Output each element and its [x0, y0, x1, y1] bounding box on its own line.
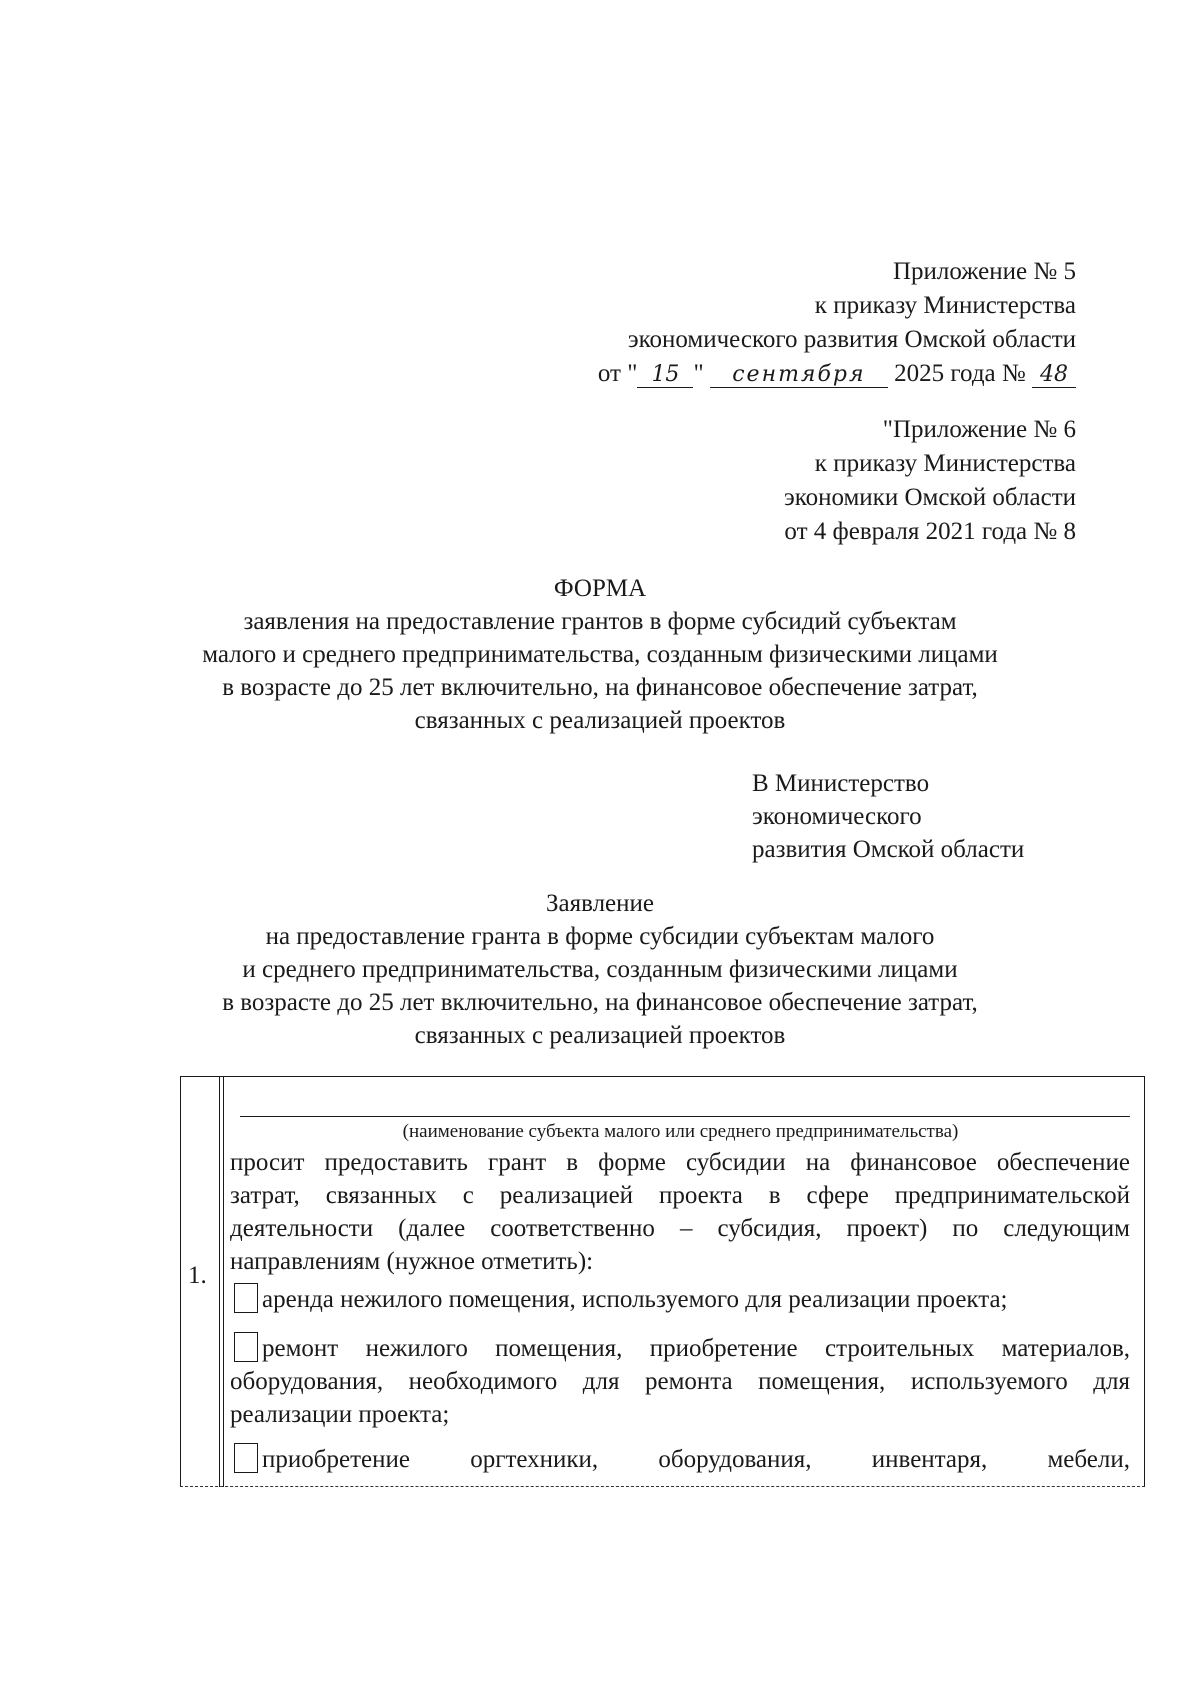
option-repair: [230, 1332, 1130, 1431]
option-repair-label: ремонт нежилого помещения, приобретение строительных материалов,: [262, 1335, 1130, 1362]
appendix-6-order-ref: к приказу Министерства: [814, 450, 1076, 477]
application-heading: Заявление: [545, 890, 655, 917]
table-page-break: [180, 1486, 1145, 1487]
appendix-5-order-ref: к приказу Министерства: [814, 292, 1076, 319]
request-line: направлениям (нужное отметить):: [230, 1248, 594, 1275]
appendix-6-title: "Приложение № 6: [882, 416, 1076, 443]
application-subtitle-line: в возрасте до 25 лет включительно, на финансовое обеспечение затрат,: [222, 989, 978, 1016]
application-subtitle-line: связанных с реализацией проектов: [414, 1022, 786, 1049]
request-paragraph: [230, 1146, 1130, 1278]
option-rent-label: аренда нежилого помещения, используемого для реализации проекта;: [262, 1286, 1008, 1313]
addressee-block: [752, 767, 1024, 866]
request-line: просит предоставить грант в форме субсидии на финансовое обеспечение: [230, 1149, 1130, 1176]
table-column-divider: [223, 1077, 224, 1487]
option-repair-label-cont: реализации проекта;: [230, 1401, 450, 1428]
appendix-5-date-line: [598, 357, 1076, 391]
handwritten-day: 15: [637, 363, 693, 388]
addressee-line: развития Омской области: [752, 836, 1025, 863]
date-year: 2025 года №: [894, 360, 1026, 387]
application-subtitle-line: на предоставление гранта в форме субсидии субъектам малого: [265, 923, 935, 950]
request-line: деятельности (далее соответственно – субсидия, проект) по следующим: [230, 1215, 1130, 1242]
option-equipment-label: приобретение оргтехники, оборудования, инвентаря, мебели,: [262, 1446, 1130, 1473]
applicant-name-caption: (наименование субъекта малого или среднего предпринимательства): [402, 1121, 959, 1142]
addressee-line: экономического: [752, 803, 922, 830]
option-rent: [230, 1283, 1130, 1316]
applicant-name-field[interactable]: [240, 1116, 1130, 1117]
option-equipment: [230, 1443, 1130, 1476]
appendix-6-header: [784, 413, 1076, 549]
form-subtitle-line: заявления на предоставление грантов в форме субсидий субъектам: [243, 608, 957, 635]
application-title: [0, 887, 1200, 1052]
date-mid: ": [693, 360, 704, 387]
form-heading: ФОРМА: [553, 575, 647, 602]
option-rent-checkbox[interactable]: [234, 1283, 258, 1313]
row-number: 1.: [188, 1262, 207, 1289]
handwritten-order-number: 48: [1032, 363, 1076, 388]
form-subtitle-line: в возрасте до 25 лет включительно, на финансовое обеспечение затрат,: [222, 674, 978, 701]
option-equipment-checkbox[interactable]: [234, 1443, 258, 1473]
form-title: [0, 572, 1200, 737]
request-line: затрат, связанных с реализацией проекта в сфере предпринимательской: [230, 1182, 1130, 1209]
form-subtitle-line: связанных с реализацией проектов: [414, 707, 786, 734]
option-repair-label-cont: оборудования, необходимого для ремонта помещения, используемого для: [230, 1368, 1130, 1395]
option-repair-checkbox[interactable]: [234, 1332, 258, 1362]
addressee-line: В Министерство: [752, 770, 930, 797]
application-subtitle-line: и среднего предпринимательства, созданным физическими лицами: [242, 956, 958, 983]
form-subtitle-line: малого и среднего предпринимательства, созданным физическими лицами: [202, 641, 998, 668]
appendix-5-header: [598, 255, 1076, 391]
handwritten-month: сентября: [710, 363, 888, 388]
date-prefix: от ": [597, 360, 638, 387]
appendix-6-date: от 4 февраля 2021 года № 8: [784, 518, 1076, 545]
appendix-5-title: Приложение № 5: [892, 258, 1076, 285]
appendix-5-ministry: экономического развития Омской области: [627, 326, 1076, 353]
appendix-6-ministry: экономики Омской области: [783, 484, 1076, 511]
